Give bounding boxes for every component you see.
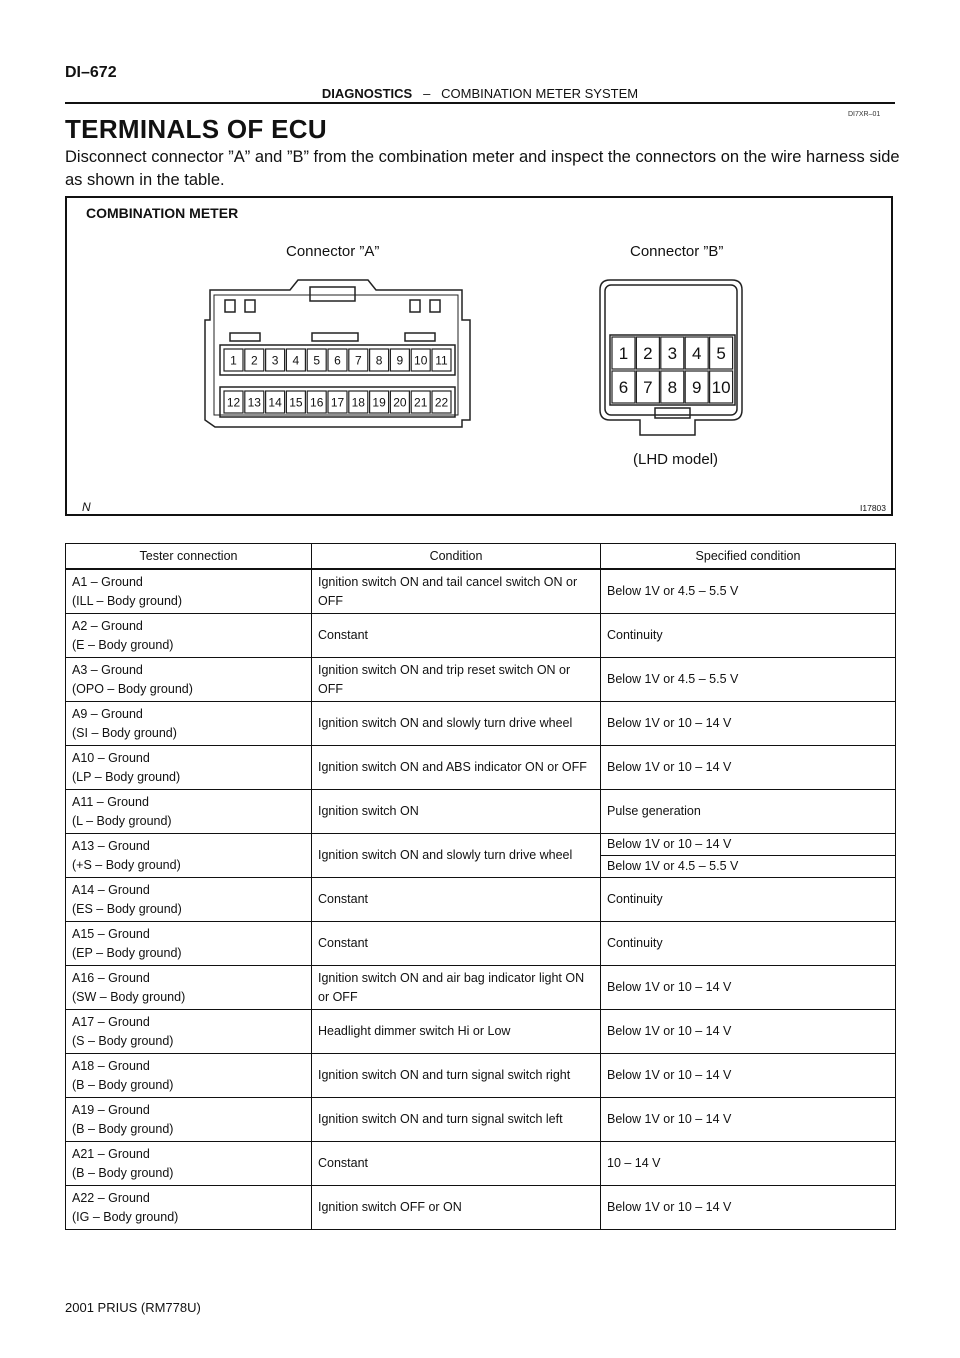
tester-connection-line: (ILL – Body ground) — [72, 593, 183, 608]
specified-condition-cell: Below 1V or 10 – 14 V — [601, 746, 896, 790]
page-title: TERMINALS OF ECU — [65, 114, 327, 144]
pin-number: 12 — [226, 395, 241, 410]
pin-number: 21 — [414, 395, 428, 410]
pin-number: 2 — [250, 353, 258, 368]
pin-number: 4 — [691, 344, 702, 364]
figure-id: I17803 — [860, 503, 886, 513]
table-row — [66, 569, 896, 614]
table-row — [66, 878, 896, 922]
tester-connection-line: (+S – Body ground) — [72, 857, 181, 872]
connector-a-label: Connector ”A” — [286, 243, 380, 260]
tester-connection-line: (B – Body ground) — [72, 1165, 174, 1180]
table-row — [66, 834, 896, 856]
tester-connection-line: A10 – Ground — [72, 750, 150, 765]
condition-cell: Ignition switch ON — [312, 790, 601, 834]
pin-number: 9 — [691, 378, 702, 398]
table-row — [66, 614, 896, 658]
connector-b-pins — [612, 337, 733, 403]
tester-connection-line: A18 – Ground — [72, 1058, 150, 1073]
tester-connection-line: (ES – Body ground) — [72, 901, 182, 916]
condition-cell: Ignition switch ON and ABS indicator ON or OFF — [312, 746, 601, 790]
tester-connection-cell — [66, 746, 312, 790]
condition-cell: Headlight dimmer switch Hi or Low — [312, 1010, 601, 1054]
tester-connection-cell — [66, 922, 312, 966]
table-header-row — [66, 544, 896, 570]
condition-cell: Constant — [312, 1142, 601, 1186]
header-section: DIAGNOSTICS — [321, 86, 413, 101]
table-row — [66, 1054, 896, 1098]
specified-condition-cell: Below 1V or 10 – 14 V — [601, 834, 896, 856]
condition-cell: Ignition switch ON and trip reset switch ON or OFF — [312, 658, 601, 702]
tester-connection-line: (SI – Body ground) — [72, 725, 177, 740]
pin-number: 3 — [667, 344, 678, 364]
table-row — [66, 746, 896, 790]
tester-connection-line: A15 – Ground — [72, 926, 150, 941]
tester-connection-line: A9 – Ground — [72, 706, 143, 721]
connector-a-pins — [224, 349, 451, 413]
tester-connection-line: (OPO – Body ground) — [72, 681, 193, 696]
tester-connection-line: (E – Body ground) — [72, 637, 174, 652]
tester-connection-line: A3 – Ground — [72, 662, 143, 677]
condition-cell: Ignition switch ON and slowly turn drive wheel — [312, 834, 601, 878]
pin-number: 6 — [334, 353, 341, 368]
figure-title: COMBINATION METER — [86, 205, 239, 221]
pin-number: 18 — [351, 395, 365, 410]
tester-connection-cell — [66, 878, 312, 922]
specified-condition-cell: Pulse generation — [601, 790, 896, 834]
table-row — [66, 966, 896, 1010]
table-row — [66, 702, 896, 746]
pin-number: 19 — [372, 395, 386, 410]
table-row — [66, 658, 896, 702]
condition-cell: Ignition switch ON and tail cancel switch ON or OFF — [312, 569, 601, 614]
table-row — [66, 1098, 896, 1142]
tester-connection-line: A19 – Ground — [72, 1102, 150, 1117]
page-footer: 2001 PRIUS (RM778U) — [65, 1300, 201, 1315]
doc-code: DI7XR–01 — [848, 111, 881, 118]
pin-number: 16 — [310, 395, 324, 410]
pin-number: 2 — [643, 344, 653, 364]
pin-number: 14 — [268, 395, 282, 410]
tester-connection-cell — [66, 1054, 312, 1098]
specified-condition-cell: Below 1V or 10 – 14 V — [601, 966, 896, 1010]
pin-number: 8 — [667, 378, 678, 398]
tester-connection-cell — [66, 790, 312, 834]
pin-number: 11 — [435, 353, 448, 368]
tester-connection-line: A22 – Ground — [72, 1190, 150, 1205]
tester-connection-line: A17 – Ground — [72, 1014, 150, 1029]
tester-connection-line: (S – Body ground) — [72, 1033, 174, 1048]
header-tester-connection: Tester connection — [66, 544, 312, 570]
specified-condition-cell: Continuity — [601, 614, 896, 658]
table-row — [66, 790, 896, 834]
specified-condition-cell: Below 1V or 4.5 – 5.5 V — [601, 856, 896, 878]
specified-condition-cell: Continuity — [601, 922, 896, 966]
tester-connection-line: (B – Body ground) — [72, 1077, 174, 1092]
tester-connection-cell — [66, 614, 312, 658]
pin-number: 17 — [330, 395, 345, 410]
page-number: DI–672 — [65, 64, 117, 81]
pin-number: 10 — [711, 378, 731, 398]
specified-condition-cell: 10 – 14 V — [601, 1142, 896, 1186]
header-separator: – — [423, 86, 431, 101]
pin-number: 7 — [643, 378, 653, 398]
tester-connection-cell — [66, 658, 312, 702]
pin-number: 6 — [618, 378, 629, 398]
specified-condition-cell: Below 1V or 10 – 14 V — [601, 1098, 896, 1142]
connector-drawing — [200, 275, 750, 440]
tester-connection-cell — [66, 1186, 312, 1230]
intro-paragraph: Disconnect connector ”A” and ”B” from the combination meter and inspect the connectors on the wire harness side as shown in the table. — [65, 148, 900, 189]
condition-cell: Ignition switch ON and turn signal switch right — [312, 1054, 601, 1098]
specified-condition-cell: Below 1V or 10 – 14 V — [601, 1010, 896, 1054]
tester-connection-line: A21 – Ground — [72, 1146, 150, 1161]
tester-connection-line: (IG – Body ground) — [72, 1209, 179, 1224]
header-specified-condition: Specified condition — [601, 544, 896, 570]
tester-connection-cell — [66, 702, 312, 746]
header-condition: Condition — [312, 544, 601, 570]
table-row — [66, 1010, 896, 1054]
pin-number: 5 — [716, 344, 726, 364]
pin-number: 1 — [618, 344, 629, 364]
tester-connection-cell — [66, 1098, 312, 1142]
table-row — [66, 1186, 896, 1230]
condition-cell: Constant — [312, 614, 601, 658]
tester-connection-cell — [66, 966, 312, 1010]
pin-number: 13 — [247, 395, 261, 410]
header-subsection: COMBINATION METER SYSTEM — [441, 86, 639, 101]
condition-cell: Ignition switch OFF or ON — [312, 1186, 601, 1230]
pin-number: 9 — [396, 353, 404, 368]
pin-number: 15 — [289, 395, 303, 410]
tester-connection-line: (B – Body ground) — [72, 1121, 174, 1136]
pin-number: 10 — [414, 353, 428, 368]
tester-connection-cell — [66, 1010, 312, 1054]
tester-connection-line: A11 – Ground — [72, 794, 149, 809]
tester-connection-line: A13 – Ground — [72, 838, 150, 853]
tester-connection-line: A1 – Ground — [72, 574, 143, 589]
figure-note: (LHD model) — [633, 451, 719, 468]
specified-condition-cell: Below 1V or 4.5 – 5.5 V — [601, 658, 896, 702]
tester-connection-line: (L – Body ground) — [72, 813, 172, 828]
tester-connection-line: (SW – Body ground) — [72, 989, 186, 1004]
pin-number: 22 — [434, 395, 449, 410]
pin-number: 7 — [354, 353, 362, 368]
tester-connection-cell — [66, 1142, 312, 1186]
pin-number: 8 — [375, 353, 383, 368]
specified-condition-cell: Below 1V or 10 – 14 V — [601, 702, 896, 746]
tester-connection-line: (LP – Body ground) — [72, 769, 181, 784]
tester-connection-line: A14 – Ground — [72, 882, 150, 897]
pin-number: 1 — [230, 353, 237, 368]
specified-condition-cell: Continuity — [601, 878, 896, 922]
specified-condition-cell: Below 1V or 10 – 14 V — [601, 1054, 896, 1098]
pin-number: 5 — [313, 353, 321, 368]
running-header — [0, 86, 960, 101]
pin-number: 20 — [393, 395, 407, 410]
condition-cell: Ignition switch ON and slowly turn drive wheel — [312, 702, 601, 746]
tester-connection-cell — [66, 569, 312, 614]
tester-connection-line: (EP – Body ground) — [72, 945, 182, 960]
pin-number: 4 — [292, 353, 300, 368]
tester-connection-line: A2 – Ground — [72, 618, 143, 633]
connector-b-label: Connector ”B” — [630, 243, 724, 260]
table-row — [66, 922, 896, 966]
tester-connection-cell — [66, 834, 312, 878]
north-mark: N — [82, 500, 91, 514]
specified-condition-cell: Below 1V or 10 – 14 V — [601, 1186, 896, 1230]
table-row — [66, 1142, 896, 1186]
tester-connection-line: A16 – Ground — [72, 970, 150, 985]
header-rule — [65, 102, 895, 104]
condition-cell: Constant — [312, 878, 601, 922]
terminal-spec-table — [65, 543, 896, 1230]
specified-condition-cell: Below 1V or 4.5 – 5.5 V — [601, 569, 896, 614]
condition-cell: Constant — [312, 922, 601, 966]
condition-cell: Ignition switch ON and turn signal switch left — [312, 1098, 601, 1142]
condition-cell: Ignition switch ON and air bag indicator light ON or OFF — [312, 966, 601, 1010]
pin-number: 3 — [271, 353, 279, 368]
